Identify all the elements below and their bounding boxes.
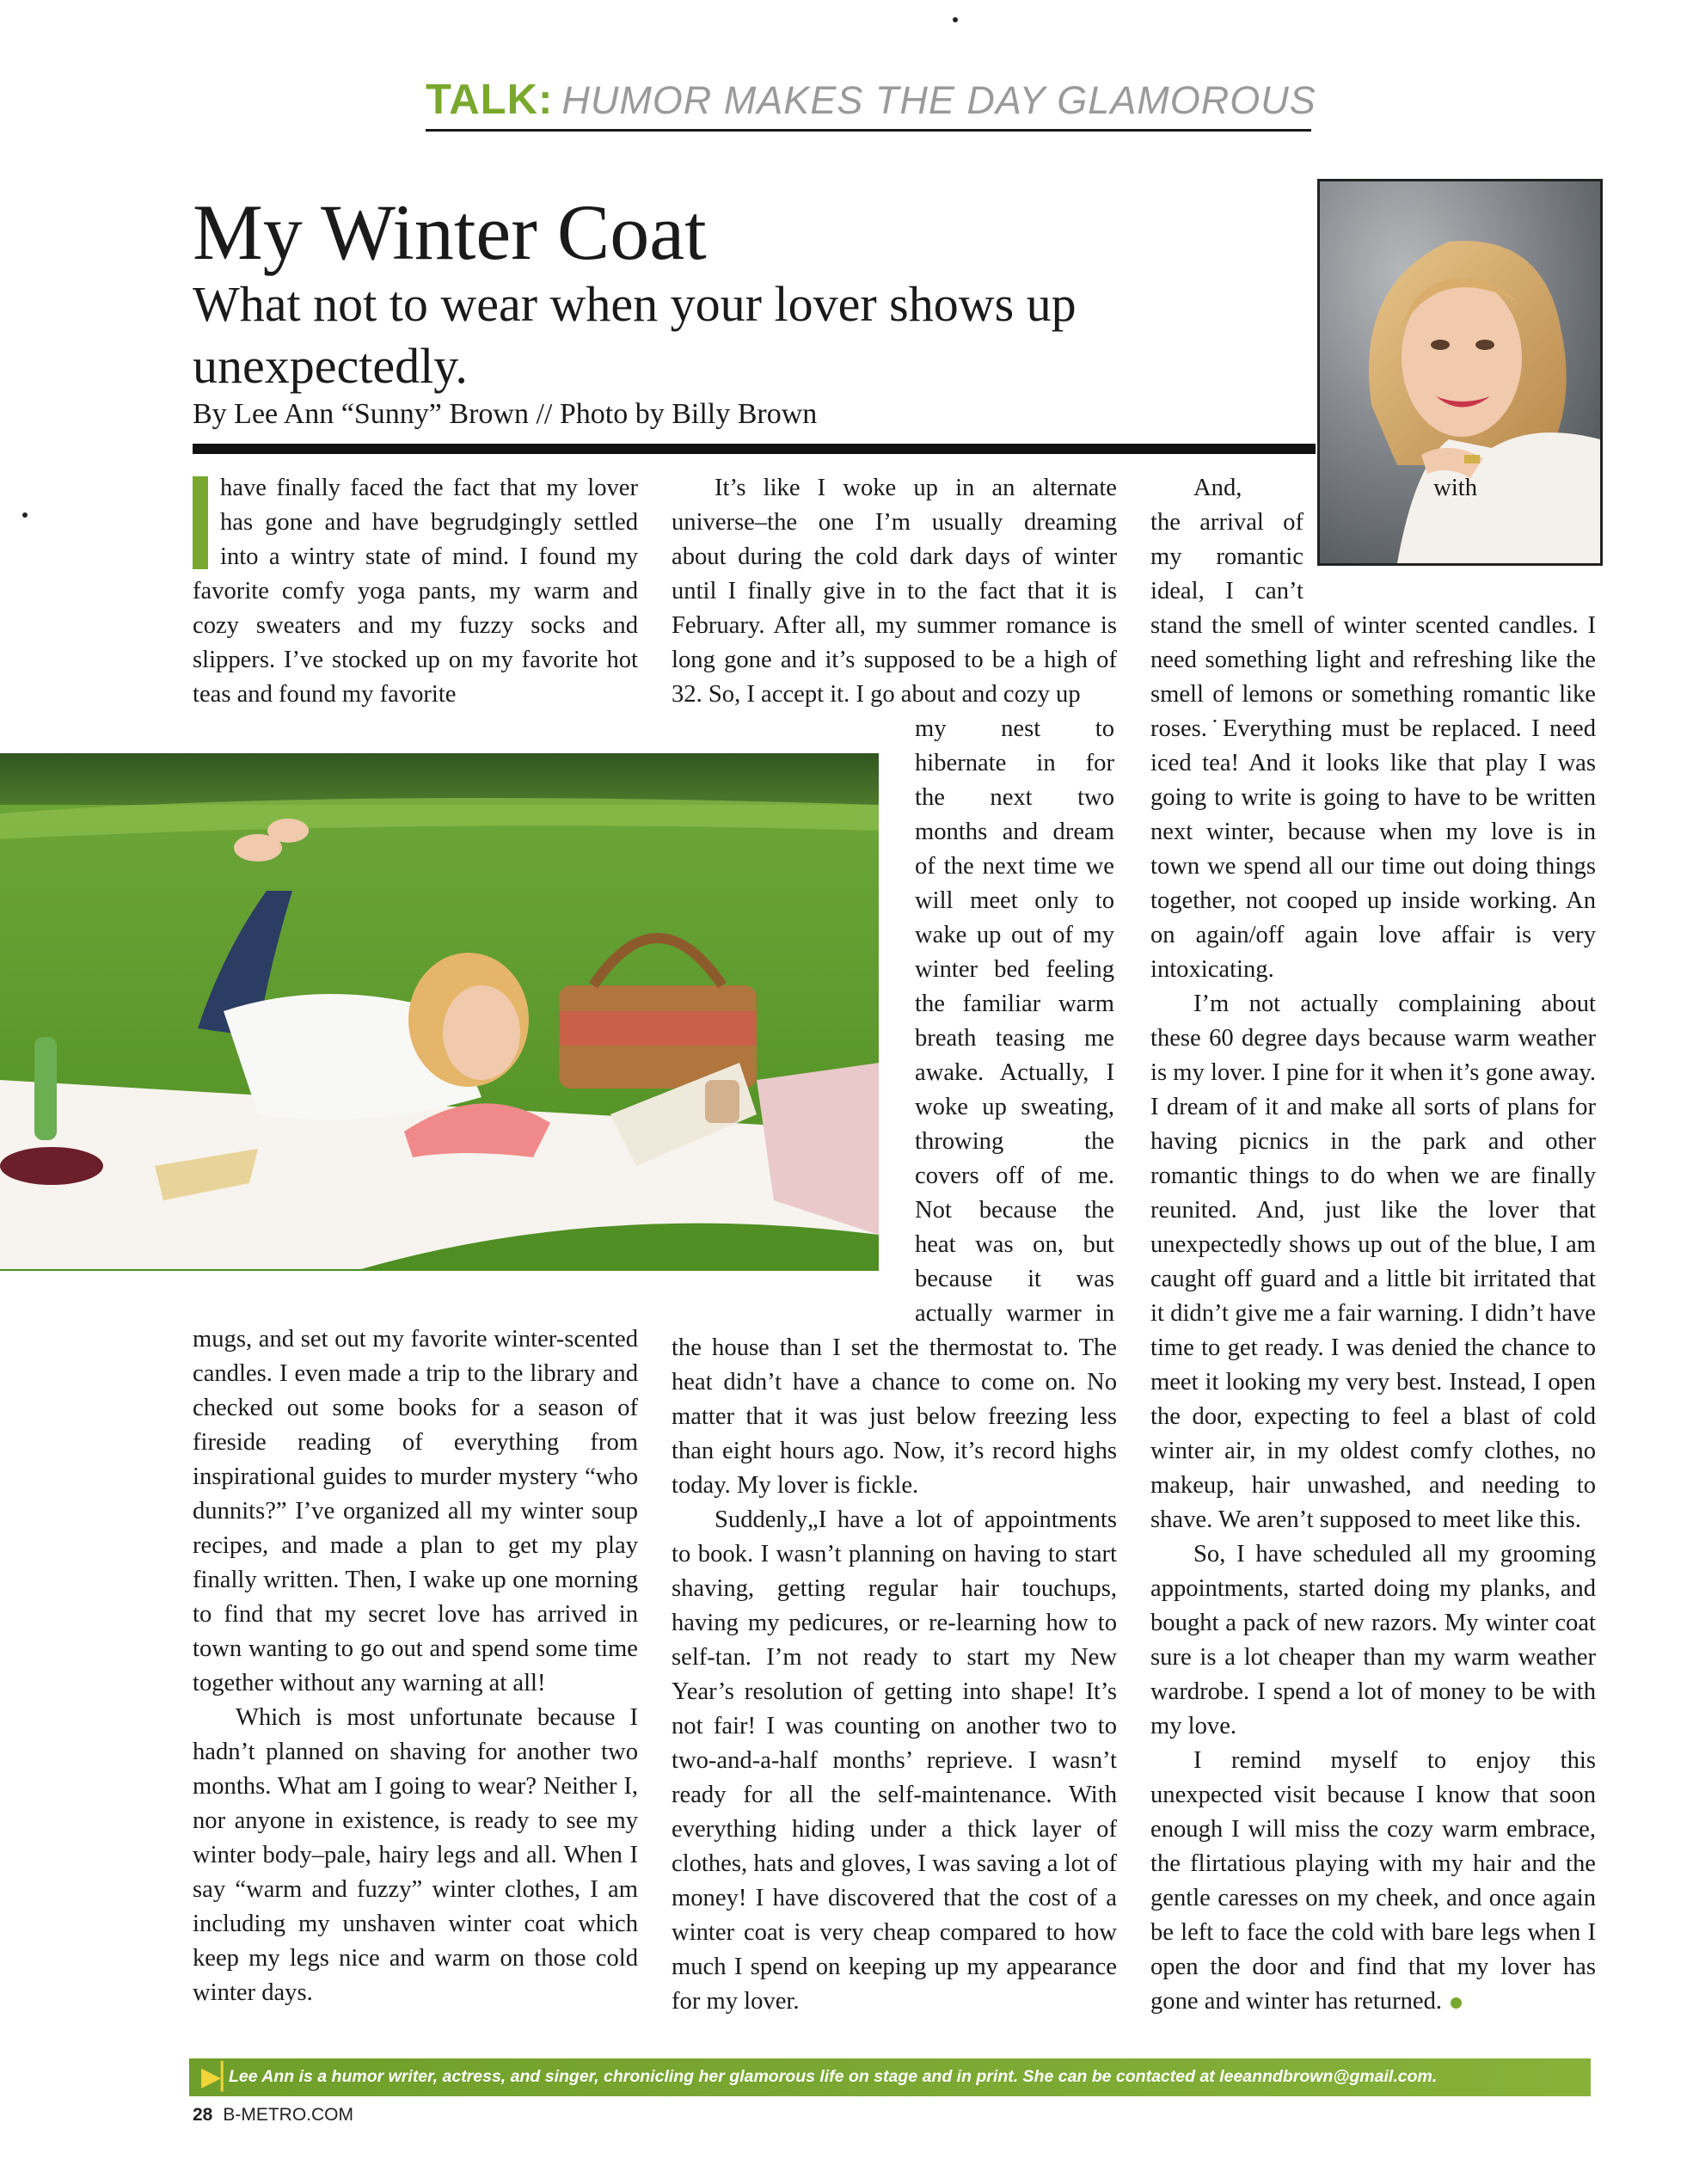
paragraph-6: I’m not actually complaining about these 60 degree days because warm weather is my lover. I pine for it when it’s gone away. I dream of it and make all sorts of plans for having picnics in the park and other romantic things to do when we are finally reunited. And, just like the lover that unexpectedly shows up out of the blue, I am caught off guard and a little bit irritated that it didn’t give me a fair warning. I didn’t have time to get ready. I was denied the chance to meet it looking my very best. Instead, I open the door, expecting to feel a blast of cold winter air, in my oldest comfy clothes, no makeup, hair unwashed, and needing to shave. We aren’t supposed to meet like this. bbox=[1150, 991, 1596, 1533]
paragraph-5-cont: stand the smell of winter scented candles. I need something light and refreshing like the smell of lemons or something romantic like roses.˙Everything must be replaced. I need iced tea! And it looks like that play I was going to write is going to have to be written next winter, because when my love is in town we spend all our time out doing things together, not cooped up inside working. An on again/off again love affair is very intoxicating. bbox=[1150, 612, 1596, 983]
double-arrow-icon: ▶▏ bbox=[201, 2062, 242, 2092]
narrow-line: hibernate in for bbox=[915, 750, 1114, 776]
paragraph-8 bbox=[1150, 1744, 1596, 2019]
picnic-photo bbox=[0, 753, 879, 1271]
narrow-line: And, with bbox=[1193, 475, 1477, 501]
scan-speck-top bbox=[953, 17, 958, 22]
article-column-2-narrow bbox=[915, 712, 1114, 1331]
narrow-line: heat was on, but bbox=[915, 1231, 1114, 1258]
paragraph-7: So, I have scheduled all my grooming appointments, started doing my planks, and bought a pack of new razors. My winter coat sure is a lot cheaper than my warm weather wardrobe. I spend a lot of money to be with my love. bbox=[1150, 1541, 1596, 1739]
article-subtitle: What not to wear when your lover shows up unexpectedly. bbox=[193, 276, 1077, 394]
page-folio bbox=[193, 2105, 353, 2126]
section-kicker: TALK: bbox=[426, 77, 554, 123]
section-header bbox=[426, 76, 1316, 132]
scan-speck-left bbox=[22, 512, 28, 518]
title-rule bbox=[193, 444, 1316, 454]
narrow-line: of the next time we bbox=[915, 853, 1114, 880]
narrow-line: months and dream bbox=[915, 819, 1114, 845]
narrow-line: covers off of me. bbox=[915, 1163, 1114, 1189]
narrow-line: the next two bbox=[915, 784, 1114, 811]
narrow-line: breath teasing me bbox=[915, 1025, 1114, 1052]
article-column-1-lower bbox=[193, 1322, 638, 2010]
narrow-line: throwing the bbox=[915, 1128, 1114, 1155]
author-bio: Lee Ann is a humor writer, actress, and singer, chronicling her glamorous life on stage and in print. She can be contacted at leeanndbrown@gmail.com. bbox=[229, 2067, 1438, 2086]
narrow-line: winter bed feeling bbox=[915, 956, 1114, 983]
narrow-line: woke up sweating, bbox=[915, 1094, 1114, 1120]
narrow-line: will meet only to bbox=[915, 887, 1114, 914]
bullet-dot-icon bbox=[1451, 1997, 1462, 2009]
narrow-line: my romantic bbox=[1150, 543, 1303, 570]
narrow-line: wake up out of my bbox=[915, 922, 1114, 948]
article-column-2 bbox=[672, 471, 1117, 712]
narrow-line: the arrival of bbox=[1150, 509, 1303, 536]
article-column-1 bbox=[193, 471, 638, 712]
narrow-line: the familiar warm bbox=[915, 991, 1114, 1017]
paragraph-3-start: It’s like I woke up in an alternate universe–the one I’m usually dreaming about during the cold dark days of winter until I finally give in to the fact that it is February. After all, my summer romance is long gone and it’s supposed to be a high of 32. So, I accept it. I go about and cozy up bbox=[672, 475, 1117, 708]
paragraph-1-start bbox=[193, 471, 638, 712]
page-number: 28 bbox=[193, 2105, 213, 2125]
article-column-3-narrow bbox=[1150, 471, 1477, 609]
paragraph-8-text: I remind myself to enjoy this unexpected visit because I know that soon enough I will miss the cozy warm embrace, the flirtatious playing with my hair and the gentle caresses on my cheek, and once again be left to face the cold with bare legs when I open the door and find that my lover has gone and winter has returned. bbox=[1150, 1747, 1596, 2015]
narrow-line: ideal, I can’t bbox=[1150, 578, 1303, 604]
paragraph-1-cont: mugs, and set out my favorite winter-scented candles. I even made a trip to the library and checked out some books for a season of fireside reading of everything from inspirational guides to murder mystery “who dunnits?” I’ve organized all my winter soup recipes, and made a plan to get my play finally written. Then, I wake up one morning to find that my secret love has arrived in town wanting to go out and spend some time together without any warning at all! bbox=[193, 1326, 638, 1696]
picnic-illustration bbox=[0, 753, 879, 1271]
article-column-3 bbox=[1150, 609, 1596, 2019]
paragraph-2: Which is most unfortunate because I hadn’t planned on shaving for another two months. What am I going to wear? Neither I, nor anyone in existence, is ready to see my winter body–pale, hairy legs and all. When I say “warm and fuzzy” winter clothes, I am including my unshaven winter coat which keep my legs nice and warm on those cold winter days. bbox=[193, 1704, 638, 2006]
narrow-line: Not because the bbox=[915, 1197, 1114, 1224]
paragraph-3-cont: the house than I set the thermostat to. The heat didn’t have a chance to come on. No matter that it was just below freezing less than eight hours ago. Now, it’s record highs today. My lover is fickle. bbox=[672, 1334, 1117, 1499]
narrow-line: because it was bbox=[915, 1266, 1114, 1292]
author-bio-bar bbox=[189, 2058, 1591, 2096]
narrow-line: actually warmer in bbox=[915, 1300, 1114, 1327]
article-title: My Winter Coat bbox=[193, 188, 707, 276]
drop-cap-bar bbox=[193, 476, 208, 569]
article-column-2-lower bbox=[672, 1331, 1117, 2019]
site-name: B-METRO.COM bbox=[223, 2105, 354, 2125]
paragraph-4: Suddenly„I have a lot of appointments to book. I wasn’t planning on having to start shaving, getting regular hair touchups, having my pedicures, or re-learning how to self-tan. I’m not ready to start my New Year’s resolution of getting into shape! It’s not fair! I was counting on another two to two-and-a-half months’ reprieve. I wasn’t ready for all the self-maintenance. With everything hiding under a thick layer of clothes, hats and gloves, I was saving a lot of money! I have discovered that the cost of a winter coat is very cheap compared to how much I spend on keeping up my appearance for my lover. bbox=[672, 1506, 1117, 2015]
article-byline: By Lee Ann “Sunny” Brown // Photo by Billy Brown bbox=[193, 398, 818, 430]
narrow-line: my nest to bbox=[915, 715, 1114, 742]
section-topic: HUMOR MAKES THE DAY GLAMOROUS bbox=[561, 78, 1316, 122]
paragraph-1-text: have finally faced the fact that my lover has gone and have begrudgingly settled into a wintry state of mind. I found my favorite comfy yoga pants, my warm and cozy sweaters and my fuzzy socks and slippers. I’ve stocked up on my favorite hot teas and found my favorite bbox=[193, 475, 638, 708]
narrow-line: awake. Actually, I bbox=[915, 1059, 1114, 1086]
